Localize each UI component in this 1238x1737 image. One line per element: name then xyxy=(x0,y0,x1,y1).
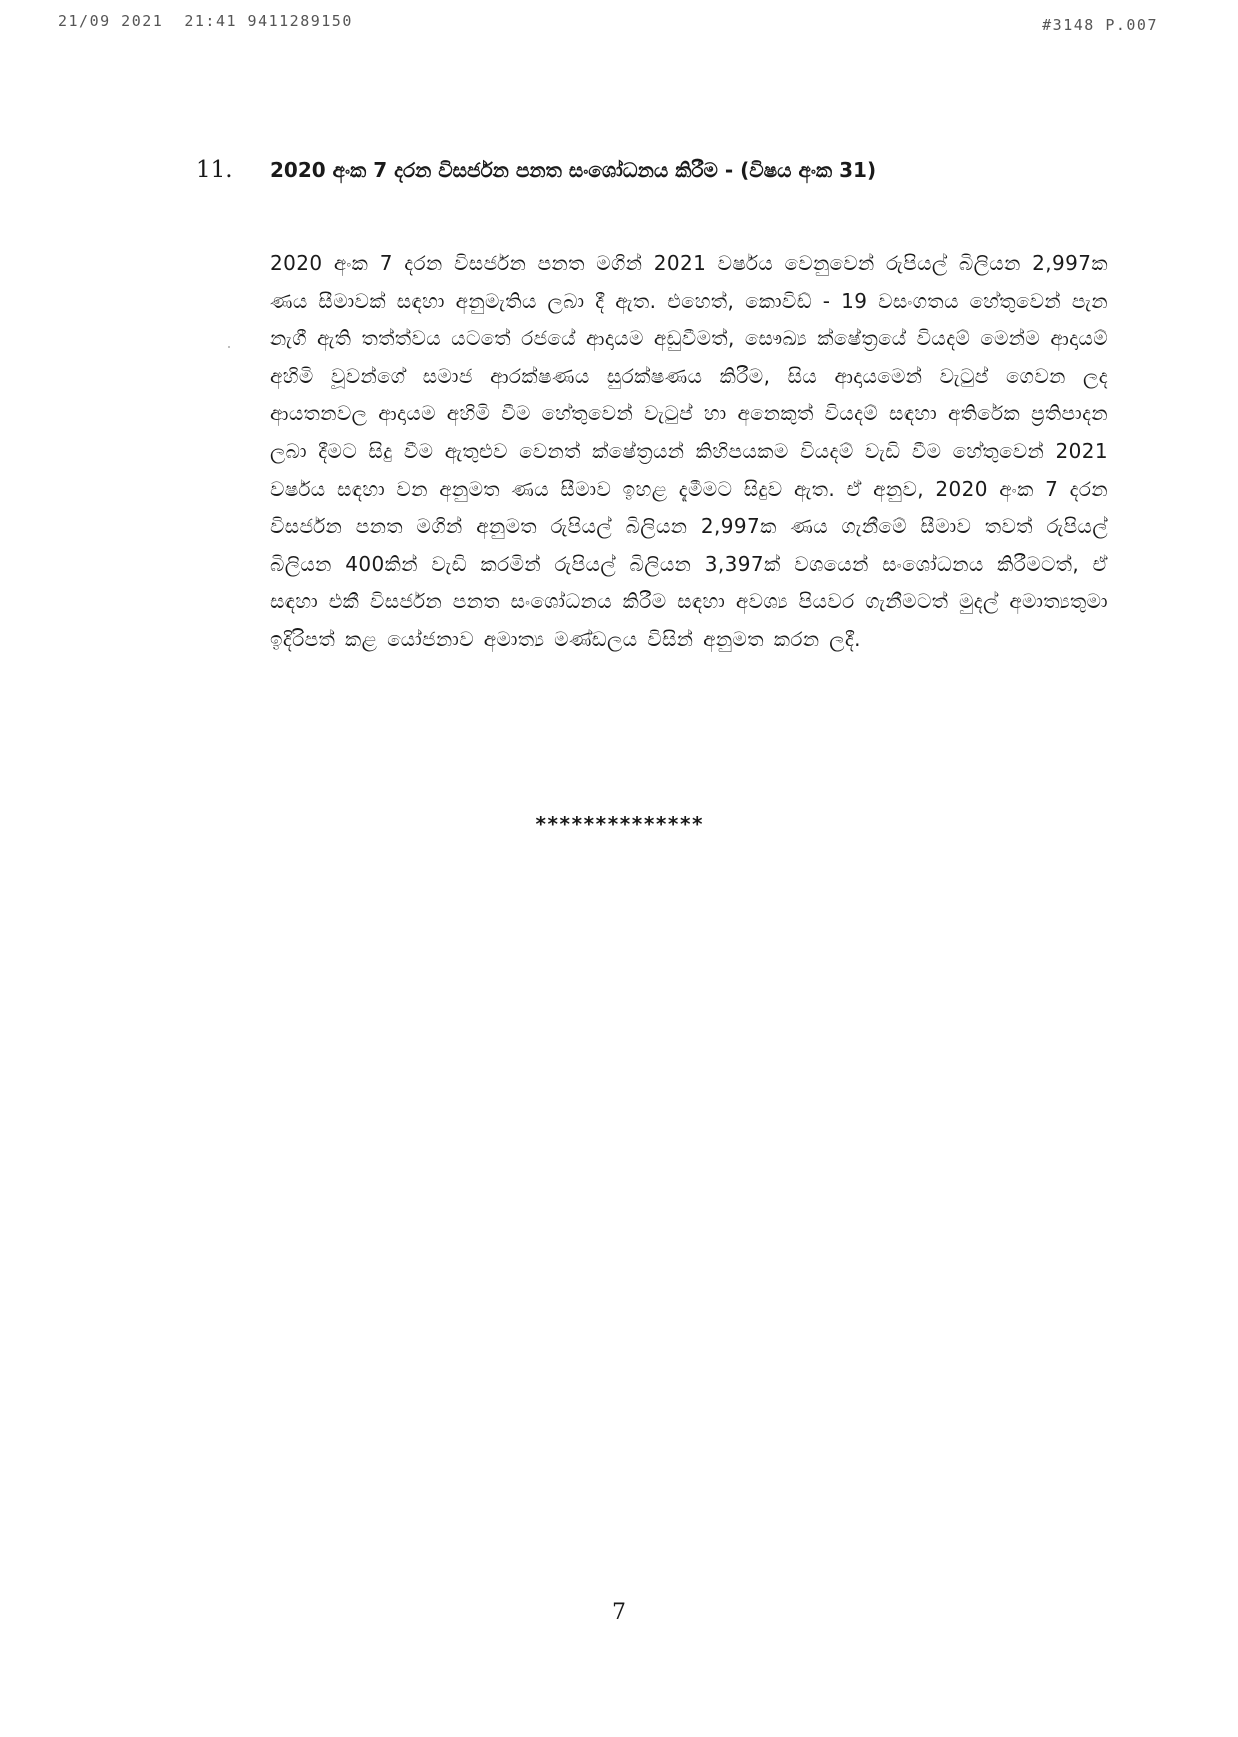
section-heading xyxy=(196,150,1126,190)
scan-speck xyxy=(228,346,230,348)
section-separator: ************** xyxy=(534,812,704,836)
fax-header xyxy=(0,10,1238,40)
fax-page-ref: #3148 P.007 xyxy=(1042,16,1158,34)
page-number: 7 xyxy=(612,1600,626,1625)
section-body: 2020 අංක 7 දරන විසර්ජන පනත මගින් 2021 වර්ෂය වෙනුවෙන් රුපියල් බිලියන 2,997ක ණය සීමාවක් සඳහා අනුමැතිය ලබා දී ඇත. එහෙත්, කොවිඩ් - 19 වසංගතය හේතුවෙන් පැන නැගී ඇති තත්ත්වය යටතේ රජයේ ආදායම අඩුවීමත්, සෞඛ්‍ය ක්ෂේත්‍රයේ වියදම් මෙන්ම ආදායම් අහිමි වූවන්ගේ සමාජ ආරක්ෂණය සුරක්ෂණය කිරීම, සිය ආදායමෙන් වැටුප් ගෙවන ලද ආයතනවල ආදායම අහිමි වීම හේතුවෙන් වැටුප් හා අනෙකුත් වියදම් සඳහා අතිරේක ප්‍රතිපාදන ලබා දීමට සිදු වීම ඇතුළුව වෙනත් ක්ෂේත්‍රයන් කිහිපයකම වියදම් වැඩි වීම හේතුවෙන් 2021 වර්ෂය සඳහා වන අනුමත ණය සීමාව ඉහළ දැමීමට සිදුව ඇත. ඒ අනුව, 2020 අංක 7 දරන විසර්ජන පනත මගින් අනුමත රුපියල් බිලියන 2,997ක ණය ගැනීමේ සීමාව තවත් රුපියල් බිලියන 400කින් වැඩි කරමින් රුපියල් බිලියන 3,397ක් වශයෙන් සංශෝධනය කිරීමටත්, ඒ සඳහා එකී විසර්ජන පනත සංශෝධනය කිරීම සඳහා අවශ්‍ය පියවර ගැනීමටත් මුදල් අමාත්‍යතුමා ඉදිරිපත් කළ යෝජනාව අමාත්‍ය මණ්ඩලය විසින් අනුමත කරන ලදී. xyxy=(270,251,1108,651)
fax-timestamp: 21/09 2021 21:41 9411289150 xyxy=(58,12,353,30)
section-number: 11. xyxy=(196,157,233,183)
section-title: 2020 අංක 7 දරන විසර්ජන පනත සංශෝධනය කිරීම - (විෂය අංක 31) xyxy=(270,158,877,182)
